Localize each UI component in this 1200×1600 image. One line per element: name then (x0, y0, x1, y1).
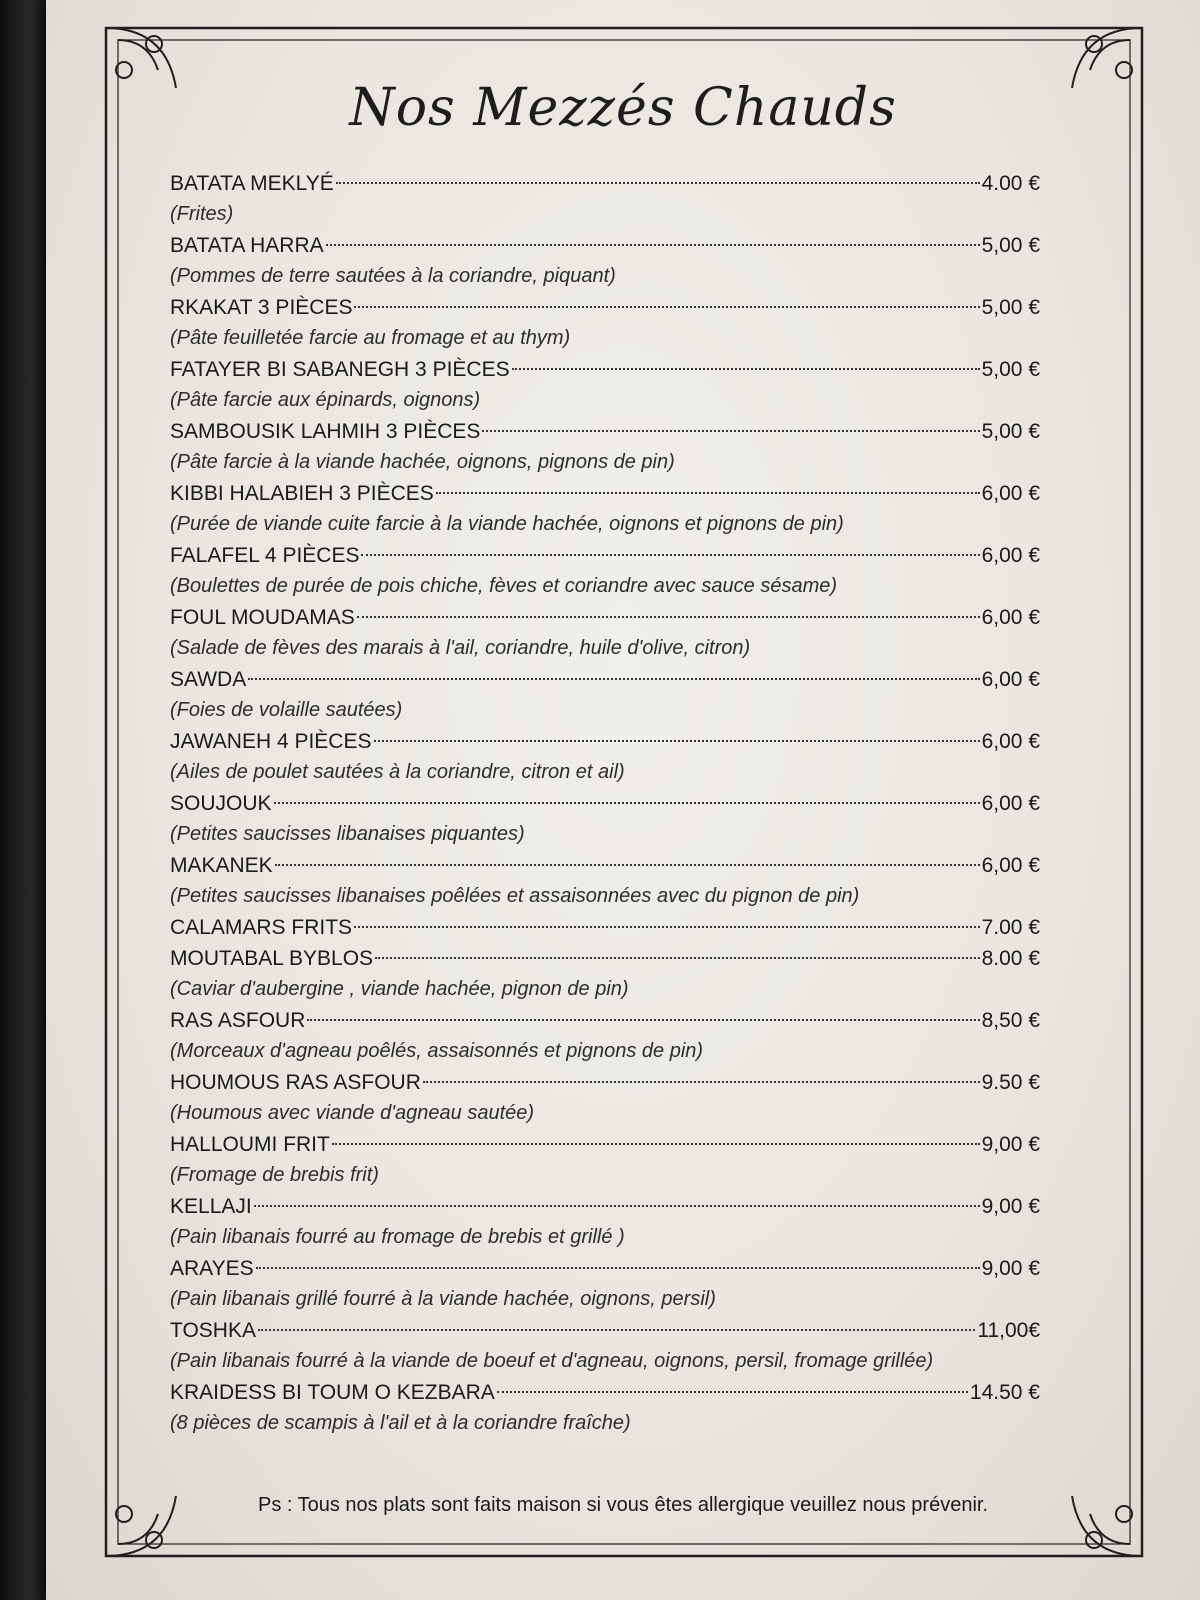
dot-leader (307, 1019, 979, 1021)
menu-item (170, 1191, 1040, 1253)
dish-name: FATAYER BI SABANEGH 3 PIÈCES (170, 358, 510, 381)
menu-page (46, 0, 1200, 1600)
dot-leader (482, 430, 979, 432)
menu-item-row (170, 478, 1040, 509)
dish-description: (Petites saucisses libanaises poêlées et assaisonnées avec du pignon de pin) (170, 885, 860, 907)
dish-name: MOUTABAL BYBLOS (170, 947, 374, 970)
dot-leader (374, 740, 980, 742)
dish-description: (Ailes de poulet sautées à la coriandre, citron et ail) (170, 761, 625, 783)
dish-price: 7.00 € (981, 916, 1040, 939)
dish-description: (Caviar d'aubergine , viande hachée, pignon de pin) (170, 978, 629, 1000)
dish-price: 6,00 € (981, 792, 1040, 815)
dish-price: 5,00 € (981, 296, 1040, 319)
menu-item-row (170, 1067, 1040, 1098)
dot-leader (423, 1081, 980, 1083)
dot-leader (436, 492, 980, 494)
allergy-note: Ps : Tous nos plats sont faits maison si vous êtes allergique veuillez nous prévenir. (257, 1494, 989, 1516)
dish-name: KELLAJI (170, 1195, 252, 1218)
menu-item-row (170, 1005, 1040, 1036)
menu-item (170, 540, 1040, 602)
dish-name: HOUMOUS RAS ASFOUR (170, 1071, 421, 1094)
dot-leader (354, 926, 980, 928)
menu-item (170, 602, 1040, 664)
dish-name: SAWDA (170, 668, 247, 691)
menu-item (170, 664, 1040, 726)
menu-item-row (170, 1129, 1040, 1160)
dish-price: 5,00 € (981, 234, 1040, 257)
dish-description: (Pain libanais grillé fourré à la viande hachée, oignons, persil) (170, 1288, 716, 1310)
dot-leader (332, 1143, 980, 1145)
menu-item-row (170, 943, 1040, 974)
menu-item-row (170, 912, 1040, 943)
menu-item (170, 1005, 1040, 1067)
dish-name: BATATA HARRA (170, 234, 324, 257)
dish-price: 11,00€ (977, 1319, 1040, 1342)
dish-price: 8.00 € (981, 947, 1040, 970)
menu-item (170, 168, 1040, 230)
dish-name: FALAFEL 4 PIÈCES (170, 544, 360, 567)
dish-description: (8 pièces de scampis à l'ail et à la coriandre fraîche) (170, 1412, 631, 1434)
dish-price: 6,00 € (981, 606, 1040, 629)
dish-description: (Pâte farcie à la viande hachée, oignons, pignons de pin) (170, 451, 675, 473)
dish-name: RAS ASFOUR (170, 1009, 306, 1032)
menu-item-row (170, 602, 1040, 633)
dish-price: 8,50 € (981, 1009, 1040, 1032)
dish-price: 5,00 € (981, 358, 1040, 381)
menu-item (170, 943, 1040, 1005)
dish-price: 9,00 € (981, 1257, 1040, 1280)
dot-leader (326, 244, 980, 246)
menu-list (170, 168, 1040, 1439)
dot-leader (254, 1205, 980, 1207)
menu-item (170, 416, 1040, 478)
menu-item (170, 1253, 1040, 1315)
dish-price: 6,00 € (981, 482, 1040, 505)
dot-leader (248, 678, 979, 680)
dot-leader (497, 1391, 968, 1393)
dish-description: (Foies de volaille sautées) (170, 699, 403, 721)
menu-item-row (170, 1191, 1040, 1222)
dish-name: ARAYES (170, 1257, 254, 1280)
dish-name: JAWANEH 4 PIÈCES (170, 730, 372, 753)
menu-item-row (170, 230, 1040, 261)
dot-leader (512, 368, 980, 370)
menu-title: Nos Mezzés Chauds (349, 78, 897, 138)
dot-leader (275, 864, 980, 866)
menu-item-row (170, 1377, 1040, 1408)
menu-item-row (170, 788, 1040, 819)
menu-item-row (170, 416, 1040, 447)
dish-price: 4.00 € (981, 172, 1040, 195)
dish-description: (Houmous avec viande d'agneau sautée) (170, 1102, 535, 1124)
menu-item (170, 1129, 1040, 1191)
dish-price: 9,00 € (981, 1133, 1040, 1156)
menu-item-row (170, 1253, 1040, 1284)
dish-description: (Petites saucisses libanaises piquantes) (170, 823, 525, 845)
dish-name: RKAKAT 3 PIÈCES (170, 296, 353, 319)
menu-item (170, 726, 1040, 788)
dish-description: (Boulettes de purée de pois chiche, fèves et coriandre avec sauce sésame) (170, 575, 838, 597)
menu-item-row (170, 168, 1040, 199)
menu-item-row (170, 1315, 1040, 1346)
dish-name: TOSHKA (170, 1319, 256, 1342)
menu-item-row (170, 850, 1040, 881)
dish-price: 6,00 € (981, 730, 1040, 753)
menu-item (170, 478, 1040, 540)
dish-description: (Purée de viande cuite farcie à la viande hachée, oignons et pignons de pin) (170, 513, 844, 535)
dish-name: HALLOUMI FRIT (170, 1133, 330, 1156)
dish-description: (Salade de fèves des marais à l'ail, coriandre, huile d'olive, citron) (170, 637, 751, 659)
dish-name: SOUJOUK (170, 792, 272, 815)
menu-item (170, 354, 1040, 416)
dish-description: (Morceaux d'agneau poêlés, assaisonnés et pignons de pin) (170, 1040, 704, 1062)
dot-leader (256, 1267, 980, 1269)
dish-description: (Fromage de brebis frit) (170, 1164, 379, 1186)
dish-price: 9,00 € (981, 1195, 1040, 1218)
dish-name: SAMBOUSIK LAHMIH 3 PIÈCES (170, 420, 481, 443)
dot-leader (274, 802, 980, 804)
dot-leader (354, 306, 979, 308)
dish-name: KIBBI HALABIEH 3 PIÈCES (170, 482, 434, 505)
dish-price: 6,00 € (981, 854, 1040, 877)
dish-name: BATATA MEKLYÉ (170, 172, 334, 195)
dish-name: CALAMARS FRITS (170, 916, 353, 939)
dish-price: 9.50 € (981, 1071, 1040, 1094)
dot-leader (336, 182, 980, 184)
dish-name: MAKANEK (170, 854, 273, 877)
menu-item-row (170, 292, 1040, 323)
menu-item (170, 230, 1040, 292)
menu-item (170, 1377, 1040, 1439)
dot-leader (361, 554, 979, 556)
dish-price: 14.50 € (969, 1381, 1040, 1404)
dish-description: (Pâte feuilletée farcie au fromage et au thym) (170, 327, 571, 349)
dot-leader (375, 957, 980, 959)
dish-price: 6,00 € (981, 668, 1040, 691)
menu-item-row (170, 354, 1040, 385)
dish-price: 5,00 € (981, 420, 1040, 443)
menu-item-row (170, 540, 1040, 571)
menu-item-row (170, 726, 1040, 757)
dish-price: 6,00 € (981, 544, 1040, 567)
dish-description: (Pain libanais fourré à la viande de boeuf et d'agneau, oignons, persil, fromage grillée) (170, 1350, 934, 1372)
menu-item-row (170, 664, 1040, 695)
dish-name: FOUL MOUDAMAS (170, 606, 355, 629)
dish-description: (Pommes de terre sautées à la coriandre, piquant) (170, 265, 616, 287)
menu-item (170, 1067, 1040, 1129)
dish-name: KRAIDESS BI TOUM O KEZBARA (170, 1381, 495, 1404)
menu-item (170, 1315, 1040, 1377)
dish-description: (Pâte farcie aux épinards, oignons) (170, 389, 481, 411)
menu-item (170, 850, 1040, 912)
menu-item (170, 788, 1040, 850)
dish-description: (Frites) (170, 203, 234, 225)
dish-description: (Pain libanais fourré au fromage de brebis et grillé ) (170, 1226, 625, 1248)
dot-leader (357, 616, 980, 618)
menu-item (170, 292, 1040, 354)
dot-leader (258, 1329, 975, 1331)
menu-item (170, 912, 1040, 943)
